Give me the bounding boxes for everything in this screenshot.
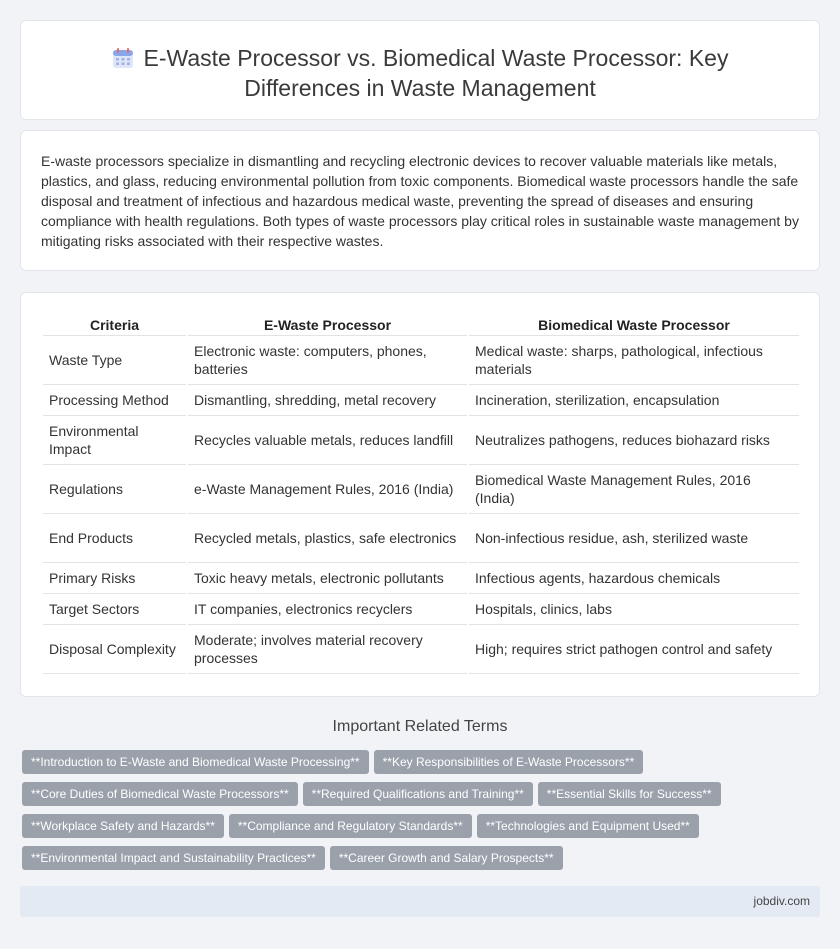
- cell-e-waste: Moderate; involves material recovery processes: [187, 625, 468, 674]
- comparison-card: [20, 292, 820, 697]
- cell-biomedical: Non-infectious residue, ash, sterilized waste: [468, 514, 799, 563]
- cell-criteria: Processing Method: [43, 385, 187, 416]
- cell-criteria: Environmental Impact: [43, 416, 187, 465]
- related-term-tag[interactable]: **Compliance and Regulatory Standards**: [229, 814, 472, 838]
- page-title-text: E-Waste Processor vs. Biomedical Waste Processor: Key Differences in Waste Management: [143, 45, 729, 101]
- cell-biomedical: Incineration, sterilization, encapsulation: [468, 385, 799, 416]
- header-biomedical: Biomedical Waste Processor: [468, 311, 799, 336]
- table-row: [43, 465, 799, 514]
- header-e-waste: E-Waste Processor: [187, 311, 468, 336]
- page-title: [70, 43, 770, 103]
- table-row: [43, 563, 799, 594]
- cell-e-waste: Electronic waste: computers, phones, batteries: [187, 336, 468, 385]
- cell-criteria: Disposal Complexity: [43, 625, 187, 674]
- cell-criteria: Target Sectors: [43, 594, 187, 625]
- related-term-tag[interactable]: **Technologies and Equipment Used**: [477, 814, 699, 838]
- table-row: [43, 416, 799, 465]
- cell-criteria: Waste Type: [43, 336, 187, 385]
- header-criteria: Criteria: [43, 311, 187, 336]
- table-row: [43, 336, 799, 385]
- cell-e-waste: Dismantling, shredding, metal recovery: [187, 385, 468, 416]
- related-term-tag[interactable]: **Environmental Impact and Sustainability Practices**: [22, 846, 325, 870]
- footer-site-link[interactable]: jobdiv.com: [753, 894, 810, 908]
- cell-biomedical: Infectious agents, hazardous chemicals: [468, 563, 799, 594]
- cell-biomedical: Biomedical Waste Management Rules, 2016 (India): [468, 465, 799, 514]
- related-terms-title: Important Related Terms: [332, 718, 508, 735]
- tag-row: [22, 814, 822, 846]
- related-terms-tags: [22, 750, 822, 878]
- cell-e-waste: IT companies, electronics recyclers: [187, 594, 468, 625]
- table-row: [43, 385, 799, 416]
- cell-e-waste: e-Waste Management Rules, 2016 (India): [187, 465, 468, 514]
- table-header-row: [43, 311, 799, 336]
- table-row: [43, 594, 799, 625]
- tag-row: [22, 846, 822, 878]
- cell-criteria: Primary Risks: [43, 563, 187, 594]
- cell-criteria: Regulations: [43, 465, 187, 514]
- cell-criteria: End Products: [43, 514, 187, 563]
- calendar-icon: [112, 47, 134, 69]
- cell-e-waste: Toxic heavy metals, electronic pollutants: [187, 563, 468, 594]
- cell-biomedical: Hospitals, clinics, labs: [468, 594, 799, 625]
- table-row: [43, 625, 799, 674]
- comparison-table: [43, 311, 799, 674]
- title-wrap: [21, 43, 819, 103]
- intro-card: [20, 130, 820, 271]
- related-term-tag[interactable]: **Core Duties of Biomedical Waste Processors**: [22, 782, 298, 806]
- tag-row: [22, 782, 822, 814]
- related-term-tag[interactable]: **Career Growth and Salary Prospects**: [330, 846, 563, 870]
- cell-biomedical: Medical waste: sharps, pathological, infectious materials: [468, 336, 799, 385]
- cell-e-waste: Recycles valuable metals, reduces landfill: [187, 416, 468, 465]
- related-term-tag[interactable]: **Introduction to E-Waste and Biomedical Waste Processing**: [22, 750, 369, 774]
- header-card: [20, 20, 820, 120]
- footer: [20, 886, 820, 917]
- cell-biomedical: High; requires strict pathogen control and safety: [468, 625, 799, 674]
- related-term-tag[interactable]: **Workplace Safety and Hazards**: [22, 814, 224, 838]
- intro-text: E-waste processors specialize in dismantling and recycling electronic devices to recover valuable materials like metals, plastics, and glass, reducing environmental pollution from toxic components. Biomedical waste processors handle the safe disposal and treatment of infectious and hazardous medical waste, preventing the spread of diseases and ensuring compliance with health regulations. Both types of waste processors play critical roles in sustainable waste management by mitigating risks associated with their respective wastes.: [41, 153, 799, 249]
- cell-biomedical: Neutralizes pathogens, reduces biohazard risks: [468, 416, 799, 465]
- cell-e-waste: Recycled metals, plastics, safe electronics: [187, 514, 468, 563]
- related-term-tag[interactable]: **Required Qualifications and Training**: [303, 782, 533, 806]
- related-term-tag[interactable]: **Essential Skills for Success**: [538, 782, 721, 806]
- table-row: [43, 514, 799, 563]
- related-term-tag[interactable]: **Key Responsibilities of E-Waste Processors**: [374, 750, 644, 774]
- tag-row: [22, 750, 822, 782]
